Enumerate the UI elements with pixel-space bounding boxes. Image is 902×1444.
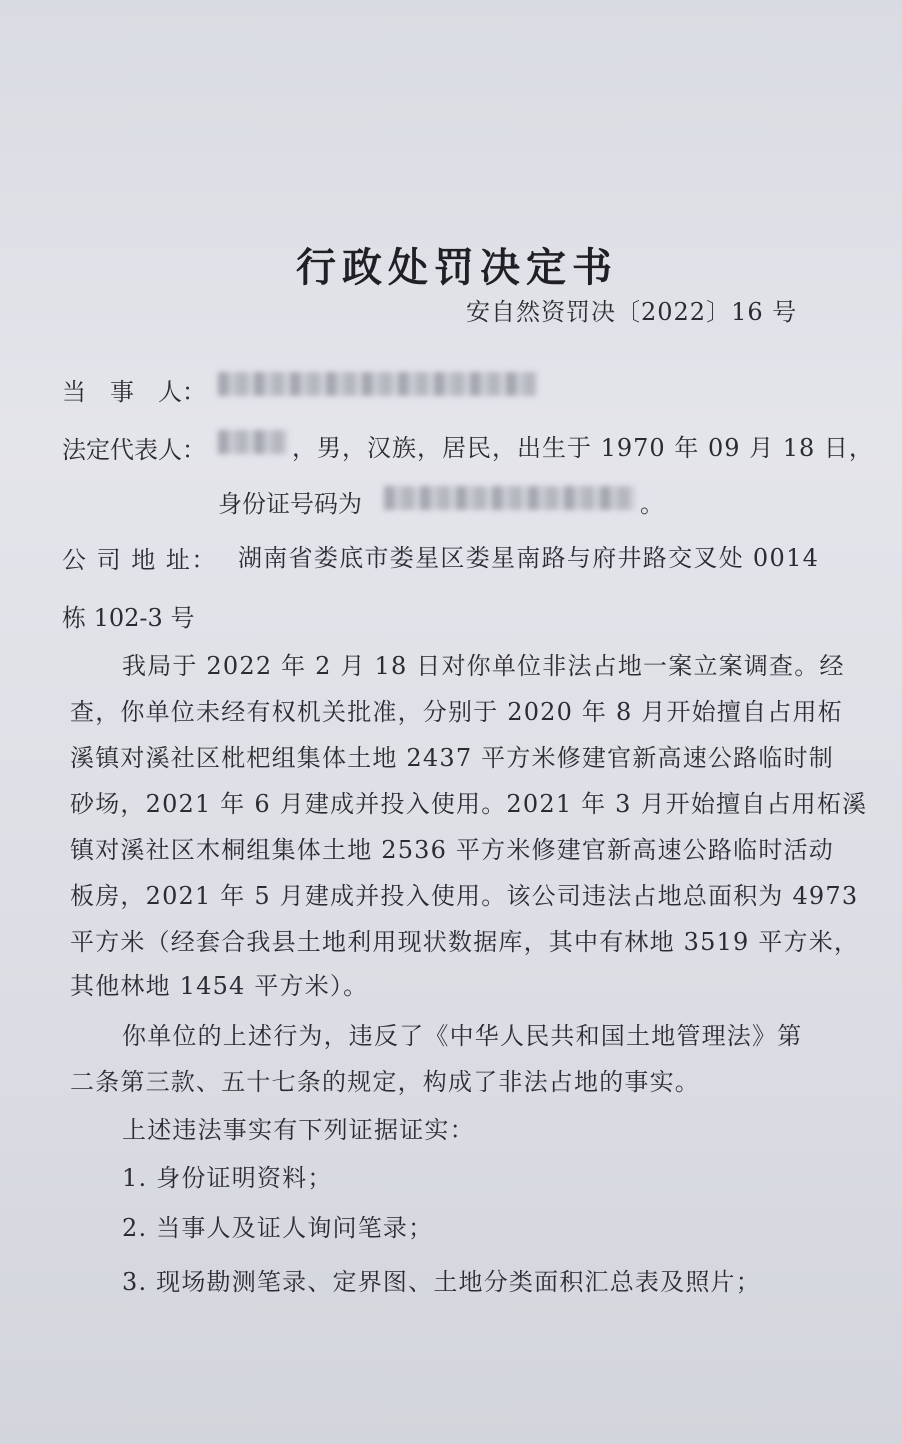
para1-line: 溪镇对溪社区枇杷组集体土地 2437 平方米修建官新高速公路临时制 bbox=[70, 744, 834, 772]
legal-rep-info: ，男，汉族，居民，出生于 1970 年 09 月 18 日， bbox=[292, 434, 874, 462]
evidence-item: 1. 身份证明资料； bbox=[122, 1164, 333, 1192]
evidence-item: 2. 当事人及证人询问笔录； bbox=[122, 1214, 434, 1242]
para1-line: 其他林地 1454 平方米）。 bbox=[70, 972, 369, 1000]
id-label: 身份证号码为 bbox=[218, 490, 362, 518]
legal-rep-label: 法定代表人： bbox=[62, 436, 206, 464]
address-label: 公 司 地 址： bbox=[62, 546, 217, 574]
para1-line: 查，你单位未经有权机关批准，分别于 2020 年 8 月开始擅自占用柘 bbox=[70, 698, 843, 726]
document-number: 安自然资罚决〔2022〕16 号 bbox=[466, 298, 798, 326]
address-line2: 栋 102-3 号 bbox=[62, 604, 195, 632]
document-title: 行政处罚决定书 bbox=[296, 244, 618, 291]
redacted-id-number bbox=[384, 486, 636, 510]
id-end: 。 bbox=[640, 490, 664, 518]
para1-line: 我局于 2022 年 2 月 18 日对你单位非法占地一案立案调查。经 bbox=[122, 652, 845, 680]
para2-line: 二条第三款、五十七条的规定，构成了非法占地的事实。 bbox=[70, 1068, 700, 1096]
evidence-item: 3. 现场勘测笔录、定界图、土地分类面积汇总表及照片； bbox=[122, 1268, 761, 1296]
redacted-party-name bbox=[218, 372, 536, 396]
redacted-rep-name bbox=[218, 430, 288, 454]
para1-line: 镇对溪社区木桐组集体土地 2536 平方米修建官新高速公路临时活动 bbox=[70, 836, 834, 864]
para1-line: 平方米（经套合我县土地利用现状数据库，其中有林地 3519 平方米， bbox=[70, 928, 860, 956]
para1-line: 砂场，2021 年 6 月建成并投入使用。2021 年 3 月开始擅自占用柘溪 bbox=[70, 790, 868, 818]
evidence-intro: 上述违法事实有下列证据证实： bbox=[122, 1116, 475, 1144]
para2-line: 你单位的上述行为，违反了《中华人民共和国土地管理法》第 bbox=[122, 1022, 803, 1050]
party-label: 当 事 人： bbox=[62, 378, 206, 406]
address-line1: 湖南省娄底市娄星区娄星南路与府井路交叉处 0014 bbox=[238, 544, 820, 572]
para1-line: 板房，2021 年 5 月建成并投入使用。该公司违法占地总面积为 4973 bbox=[70, 882, 859, 910]
